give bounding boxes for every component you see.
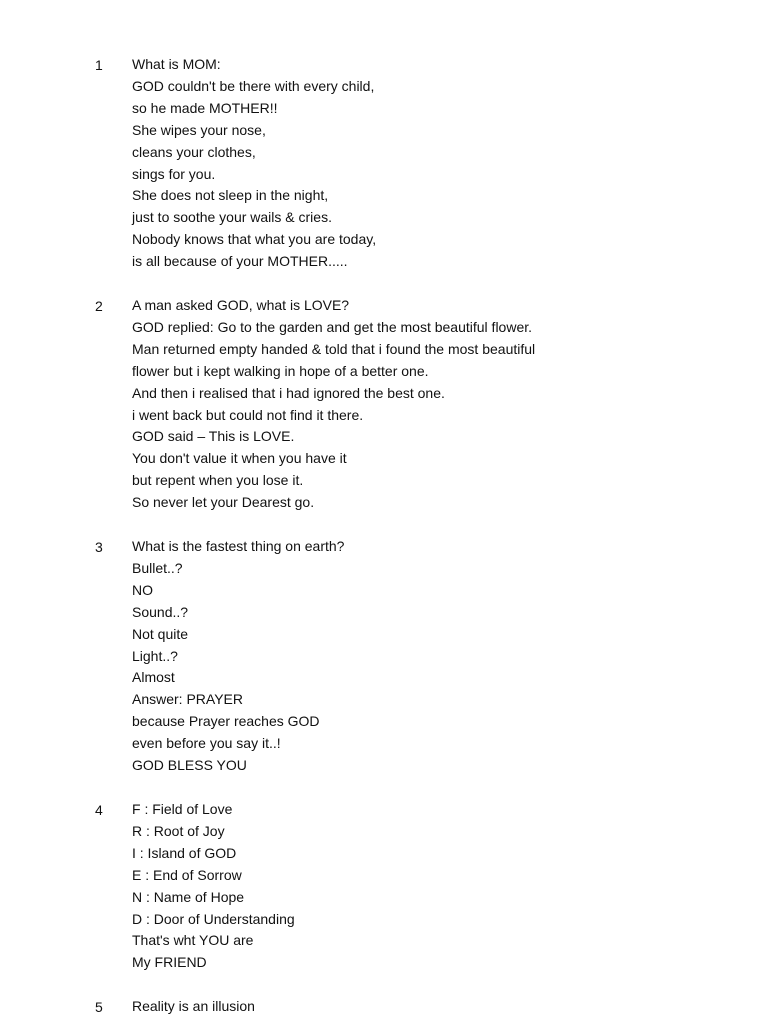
text-line: GOD replied: Go to the garden and get the most beautiful flower. — [132, 318, 533, 335]
text-line: Sound..? — [132, 603, 189, 620]
text-line: NO — [132, 581, 153, 598]
text-line: Almost — [132, 669, 175, 686]
text-line: F : Field of Love — [132, 801, 233, 817]
text-line: even before you say it..! — [132, 735, 281, 752]
section-lines — [132, 996, 692, 1018]
section-number: 4 — [95, 802, 103, 818]
text-line: Nobody knows that what you are today, — [132, 231, 377, 248]
text-line: cleans your clothes, — [132, 143, 256, 160]
text-line: That's wht YOU are — [132, 932, 254, 949]
text-line: Light..? — [132, 647, 178, 664]
text-line: GOD said – This is LOVE. — [132, 428, 295, 445]
text-line: but repent when you lose it. — [132, 472, 304, 489]
text-line: A man asked GOD, what is LOVE? — [132, 297, 350, 313]
section-number: 2 — [95, 298, 103, 314]
text-line: E : End of Sorrow — [132, 866, 242, 883]
text-line: You don't value it when you have it — [132, 450, 347, 467]
text-line: so he made MOTHER!! — [132, 99, 278, 116]
section-lines — [132, 536, 692, 777]
section-lines — [132, 295, 692, 514]
text-line: N : Name of Hope — [132, 888, 245, 905]
text-line: sings for you. — [132, 165, 216, 182]
text-line: Answer: PRAYER — [132, 691, 243, 708]
text-line: I : Island of GOD — [132, 844, 237, 861]
text-line: i went back but could not find it there. — [132, 406, 364, 423]
text-line: flower but i kept walking in hope of a better one. — [132, 362, 429, 379]
text-line: is all because of your MOTHER..... — [132, 253, 348, 270]
text-line: She wipes your nose, — [132, 121, 266, 138]
text-line: R : Root of Joy — [132, 822, 225, 839]
text-line: just to soothe your wails & cries. — [132, 209, 332, 226]
section-number: 1 — [95, 57, 103, 73]
section-number: 5 — [95, 999, 103, 1015]
text-line: What is the fastest thing on earth? — [132, 538, 345, 554]
text-line: Not quite — [132, 625, 189, 642]
text-line: What is MOM: — [132, 56, 221, 72]
text-line: Bullet..? — [132, 559, 183, 576]
text-line: GOD couldn't be there with every child, — [132, 77, 375, 94]
text-line: She does not sleep in the night, — [132, 187, 329, 204]
text-line: GOD BLESS YOU — [132, 757, 247, 774]
text-line: And then i realised that i had ignored the best one. — [132, 384, 445, 401]
text-line: My FRIEND — [132, 954, 207, 971]
text-line: Man returned empty handed & told that i found the most beautiful — [132, 340, 536, 357]
text-line: D : Door of Understanding — [132, 910, 295, 927]
text-line: So never let your Dearest go. — [132, 494, 315, 511]
text-line: because Prayer reaches GOD — [132, 713, 320, 730]
text-line: Reality is an illusion — [132, 998, 255, 1014]
section-number: 3 — [95, 539, 103, 555]
section-lines — [132, 799, 692, 974]
section-lines — [132, 54, 692, 273]
